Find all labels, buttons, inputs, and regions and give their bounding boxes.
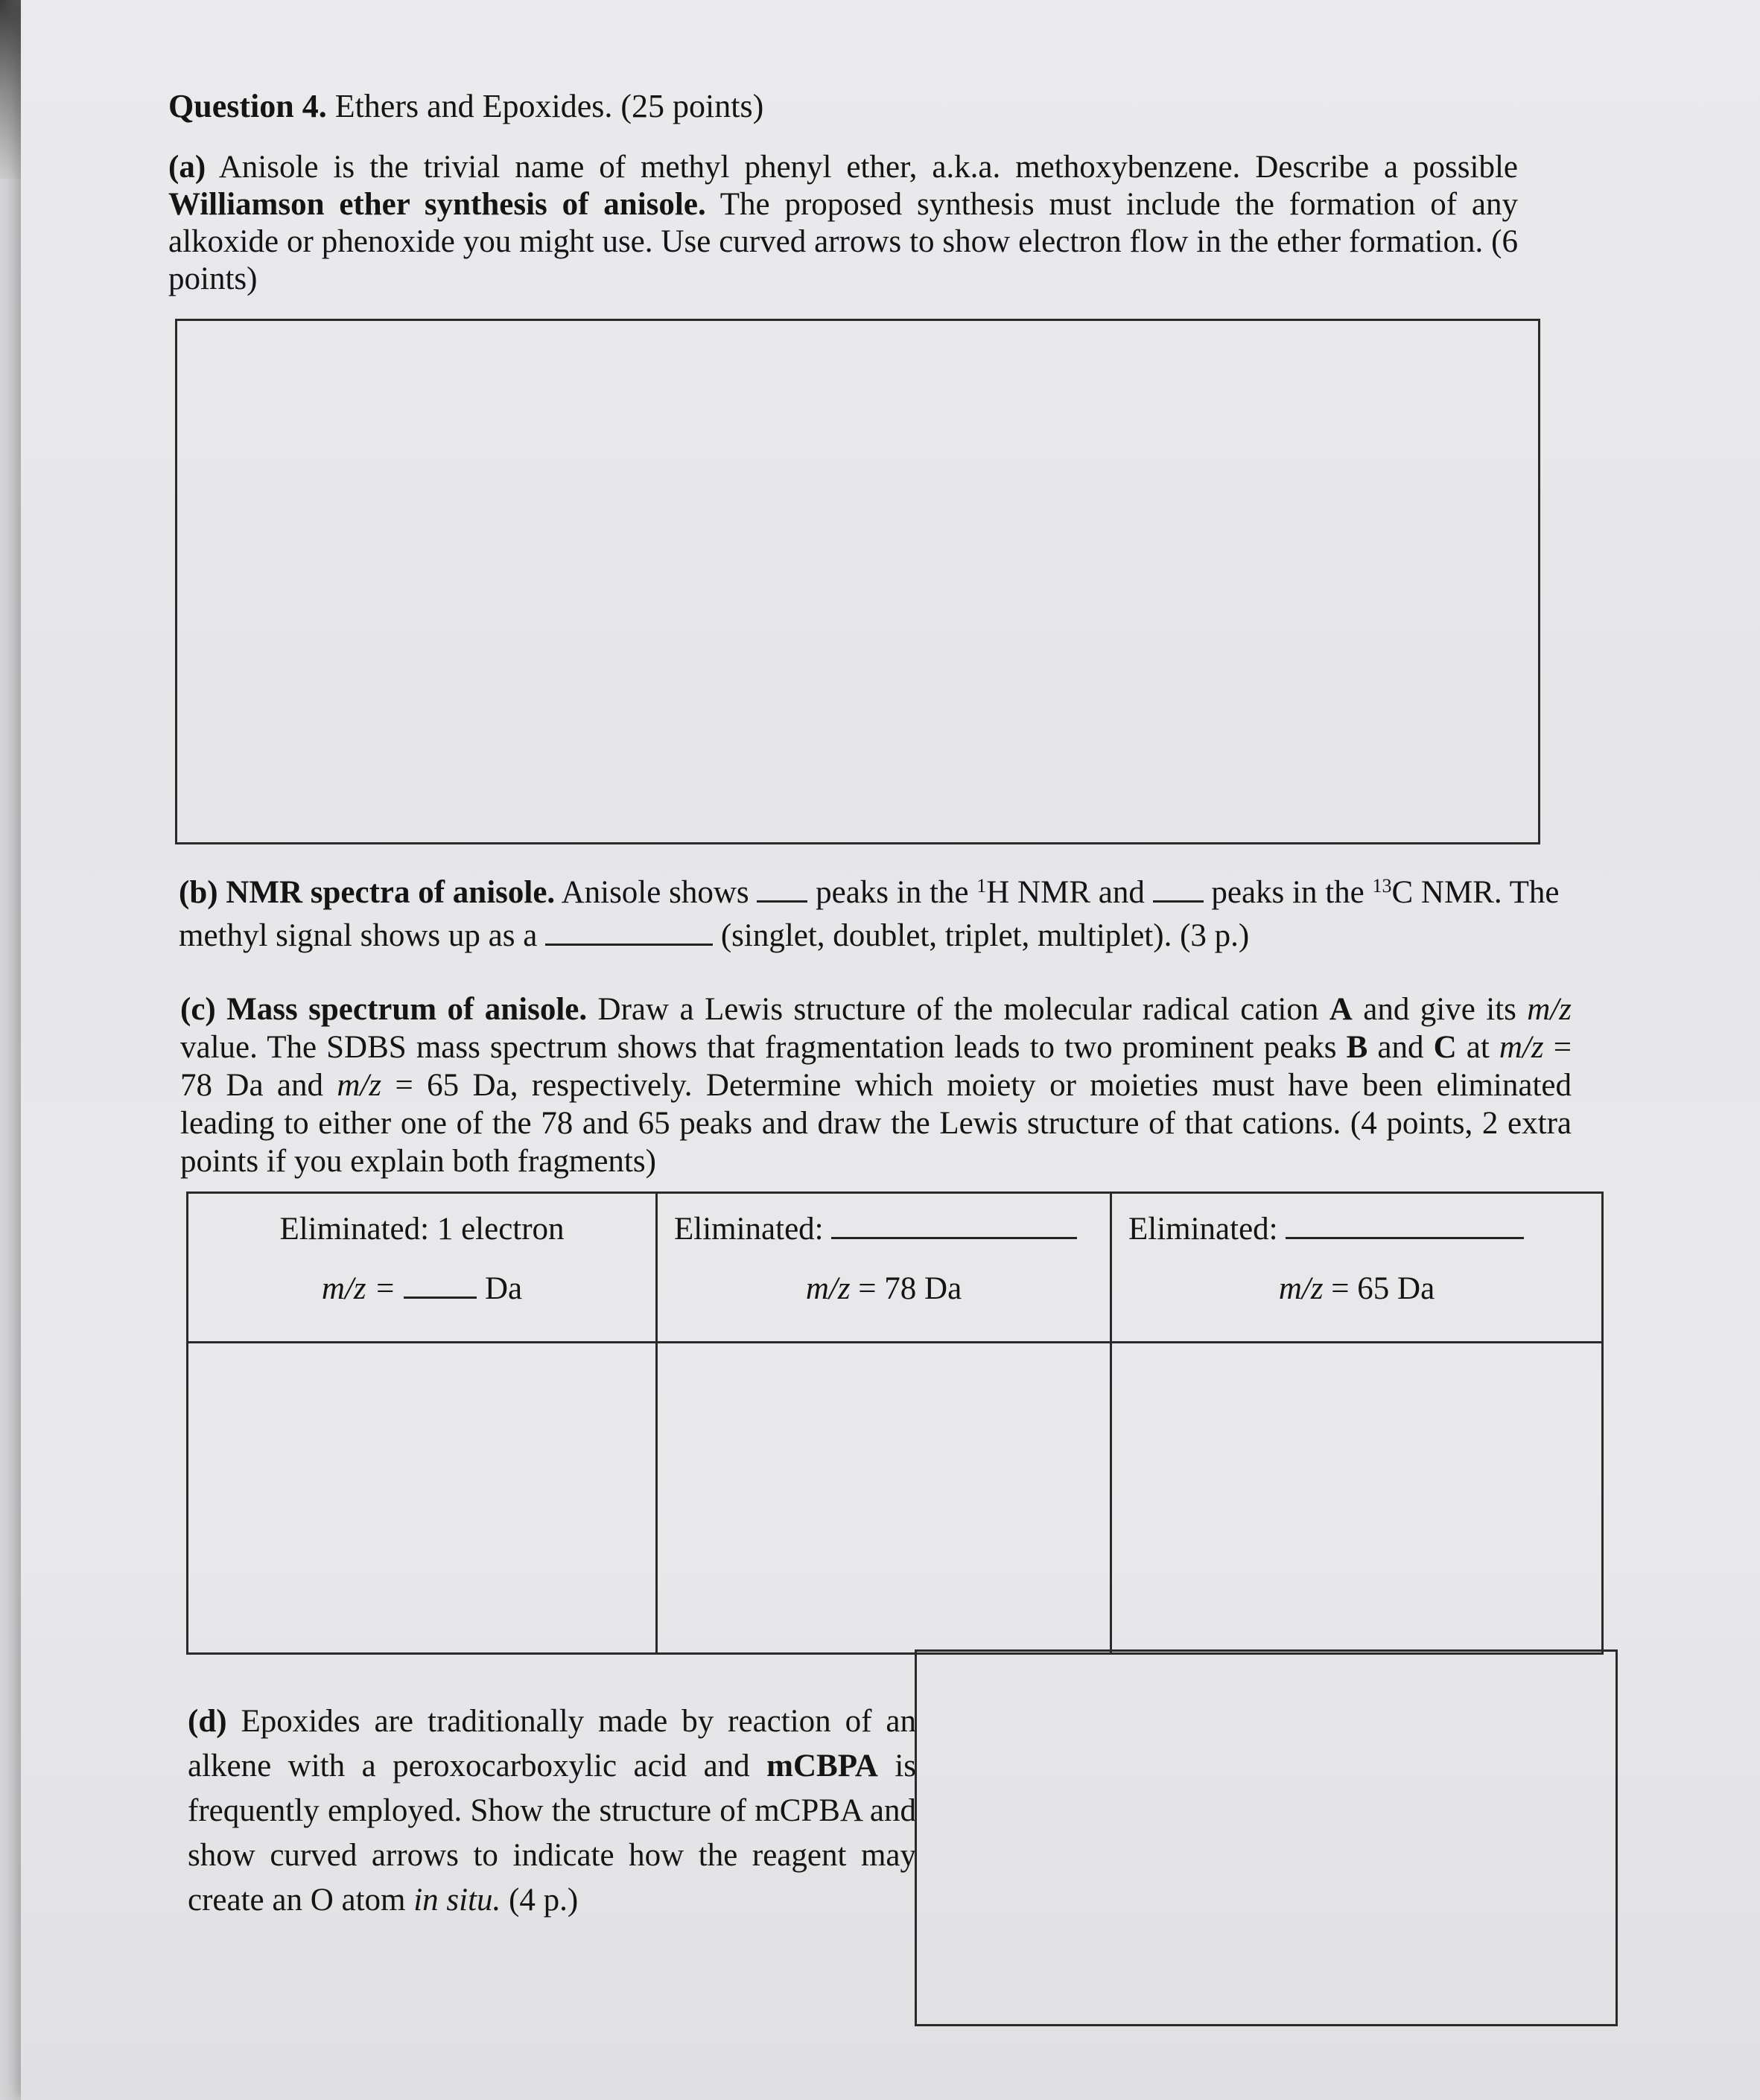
part-b-t3: H NMR and [986, 875, 1145, 910]
structure-a-cell[interactable] [188, 1343, 657, 1654]
col1-mz: m/z = [321, 1271, 396, 1306]
part-c-mz-3: m/z [337, 1068, 382, 1103]
part-c-t1: Draw a Lewis structure of the molecular radical cation [597, 992, 1319, 1027]
part-c-a: A [1329, 992, 1353, 1027]
question-number: Question 4. [168, 88, 327, 124]
part-a-text-2: The proposed synthesis must include the formation of any alkoxide or phenoxide you might use. Use curved arrows to show electron flow in the ether formation. (6 points) [168, 187, 1518, 296]
question-title: Ethers and Epoxides. (25 points) [334, 88, 764, 124]
col3-val: = 65 Da [1331, 1271, 1435, 1306]
part-d-t2: is frequently employed. Show the structure of mCPBA and show curved arrows to indicate how the reagent may create an O atom [188, 1749, 917, 1918]
part-c-t7: = 65 Da, respectively. Determine which moiety or moieties must have been eliminated leading to either one of the 78 and 65 peaks and draw the Lewis structure of that cations. (4 points, 2 extra points if you explain both fragments) [180, 1068, 1572, 1179]
structure-b-cell[interactable] [657, 1343, 1111, 1654]
methyl-signal-blank[interactable] [545, 918, 713, 946]
part-d-t1: Epoxides are traditionally made by reaction of an alkene with a peroxocarboxylic acid and [188, 1704, 916, 1784]
part-d-answer-box[interactable] [915, 1649, 1618, 2026]
structure-c-cell[interactable] [1111, 1343, 1603, 1654]
col1-unit: Da [484, 1271, 523, 1306]
part-b-t1: Anisole shows [561, 875, 749, 910]
c-nmr-peaks-blank[interactable] [1153, 875, 1204, 903]
part-c-t4: and [1377, 1030, 1424, 1065]
part-a-answer-box[interactable] [175, 319, 1540, 844]
part-c-label: (c) Mass spectrum of anisole. [180, 992, 588, 1027]
part-c-b: B [1346, 1030, 1368, 1065]
part-c-t5: at [1466, 1030, 1490, 1065]
col1-header [188, 1193, 657, 1343]
part-a-bold: Williamson ether synthesis of anisole. [168, 187, 706, 222]
col3-mz-line [1112, 1270, 1601, 1308]
fragment-table [186, 1191, 1604, 1655]
part-c-mz-1: m/z [1527, 992, 1572, 1027]
col2-header [657, 1193, 1111, 1343]
h-nmr-peaks-blank[interactable] [757, 875, 807, 903]
c-superscript: 13 [1372, 875, 1392, 897]
part-c-c: C [1433, 1030, 1457, 1065]
part-b-text [179, 871, 1564, 958]
part-a-label: (a) [168, 150, 206, 185]
col2-val: = 78 Da [858, 1271, 962, 1306]
part-b-t4: peaks in the [1211, 875, 1365, 910]
part-d-t3: (4 p.) [509, 1883, 579, 1918]
part-a-text-1: Anisole is the trivial name of methyl phenyl ether, a.k.a. methoxybenzene. Describe a possible [218, 150, 1518, 185]
part-b-label: (b) NMR spectra of anisole. [179, 875, 556, 910]
part-a-text [168, 149, 1518, 298]
part-d-bold: mCBPA [766, 1749, 878, 1784]
col2-mz-line [658, 1270, 1110, 1308]
exam-page [21, 0, 1760, 2100]
col2-eliminated: Eliminated: [674, 1212, 824, 1247]
part-b-t2: peaks in the [816, 875, 969, 910]
col2-mz: m/z [805, 1271, 851, 1306]
question-heading [168, 88, 1583, 125]
part-c-text [180, 990, 1572, 1180]
col3-eliminated: Eliminated: [1128, 1212, 1278, 1247]
col2-eliminated-blank[interactable] [831, 1212, 1077, 1239]
part-c-mz-2: m/z [1499, 1030, 1544, 1065]
h-superscript: 1 [976, 875, 987, 897]
col1-eliminated: Eliminated: 1 electron [279, 1212, 565, 1247]
part-c-t2: and give its [1363, 992, 1516, 1027]
part-c-t3: value. The SDBS mass spectrum shows that fragmentation leads to two prominent peaks [180, 1030, 1337, 1065]
part-d-label: (d) [188, 1704, 227, 1739]
col3-header [1111, 1193, 1603, 1343]
col3-mz: m/z [1278, 1271, 1324, 1306]
part-b-t5: C NMR. The methyl signal shows up as a [179, 875, 1560, 953]
part-c-t6: = 78 Da and [180, 1030, 1572, 1103]
col1-mz-line [188, 1270, 655, 1308]
part-b-t6: (singlet, doublet, triplet, multiplet). (3 p.) [720, 918, 1250, 953]
col3-eliminated-line [1112, 1210, 1601, 1249]
col3-eliminated-blank[interactable] [1286, 1212, 1524, 1239]
col2-eliminated-line [658, 1210, 1110, 1249]
part-d-italic: in situ. [413, 1883, 501, 1918]
col1-mz-blank[interactable] [404, 1271, 477, 1299]
part-d-text [188, 1699, 916, 1923]
